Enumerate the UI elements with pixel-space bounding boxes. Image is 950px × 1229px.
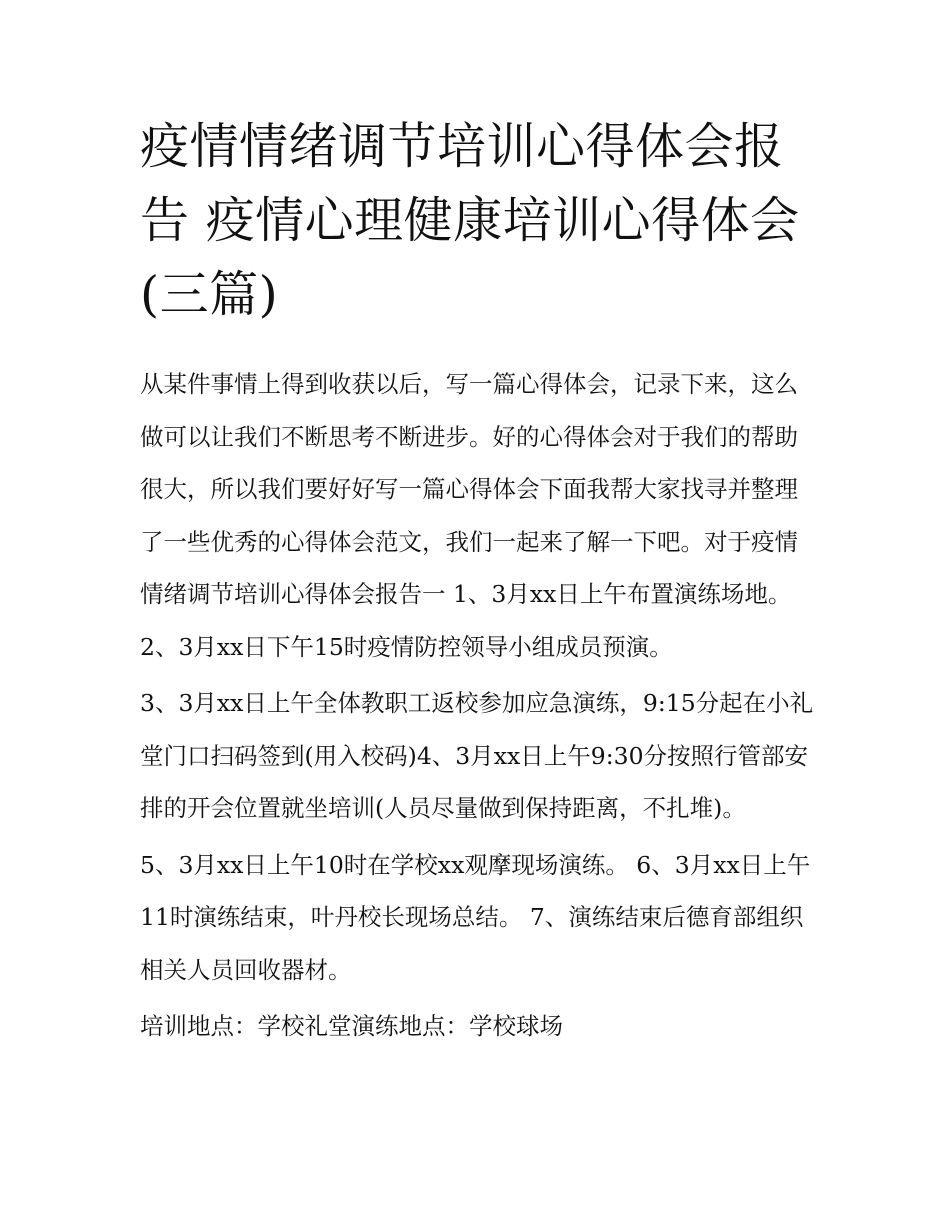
document-body <box>140 358 820 1057</box>
paragraph-intro-and-schedule: 从某件事情上得到收获以后，写一篇心得体会，记录下来，这么做可以让我们不断思考不断进步。好的心得体会对于我们的帮助很大，所以我们要好好写一篇心得体会下面我帮大家找寻并整理了一些优秀的心得体会范文，我们一起来了解一下吧。对于疫情情绪调节培训心得体会报告一 1、3月xx日上午布置演练场地。 2、3月xx日下午15时疫情防控领导小组成员预演。 <box>140 370 798 661</box>
paragraph-locations: 培训地点：学校礼堂演练地点：学校球场 <box>140 1012 563 1040</box>
paragraph-drill-steps-5-7: 5、3月xx日上午10时在学校xx观摩现场演练。 6、3月xx日上午11时演练结束，叶丹校长现场总结。 7、演练结束后德育部组织相关人员回收器材。 <box>140 850 811 984</box>
paragraph-drill-steps-3-4: 3、3月xx日上午全体教职工返校参加应急演练，9:15分起在小礼堂门口扫码签到(用入校码)4、3月xx日上午9:30分按照行管部安排的开会位置就坐培训(人员尽量做到保持距离，不扎堆)。 <box>140 689 814 822</box>
document-title: 疫情情绪调节培训心得体会报告 疫情心理健康培训心得体会(三篇) <box>140 118 800 323</box>
